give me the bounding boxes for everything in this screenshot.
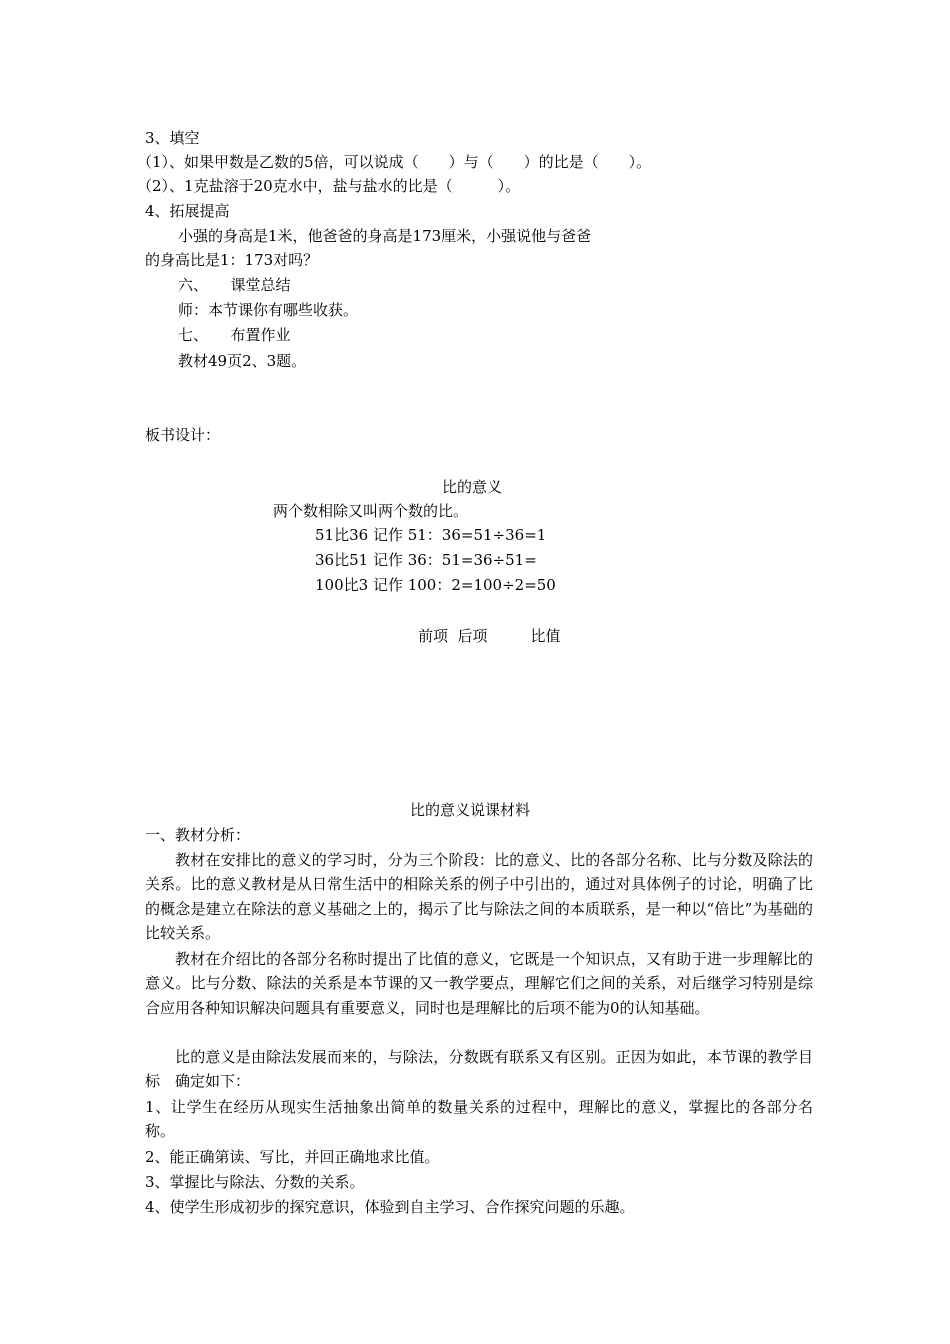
paragraph-2: 教材在介绍比的各部分名称时提出了比值的意义，它既是一个知识点，又有助于进一步理解比的意义。比与分数、除法的关系是本节课的又一教学要点，理解它们之间的关系，对后继学习特别是综合应用各种知识解决问题具有重要意义，同时也是理解比的后项不能为0的认知基础。 [145,950,813,1017]
extend-line-2: 的身高比是1：173对吗？ [145,251,319,269]
board-terms: 前项 后项 比值 [418,627,561,645]
board-definition: 两个数相除又叫两个数的比。 [273,502,469,520]
question-1: （1）、如果甲数是乙数的5倍，可以说成（ ）与（ ）的比是（ ）。 [137,153,652,171]
goal-4: 4、使学生形成初步的探究意识，体验到自主学习、合作探究问题的乐趣。 [145,1198,635,1216]
paragraph-3: 比的意义是由除法发展而来的，与除法，分数既有联系又有区别。正因为如此，本节课的教学目标 确定如下： [145,1048,813,1091]
homework-text: 教材49页2、3题。 [178,352,307,370]
goal-1: 1、让学生在经历从现实生活抽象出简单的数量关系的过程中，理解比的意义，掌握比的各部分名称。 [145,1098,813,1141]
summary-text: 师：本节课你有哪些收获。 [178,301,359,319]
board-example-3: 100比3 记作 100：2=100÷2=50 [315,576,556,594]
paragraph-1: 教材在安排比的意义的学习时，分为三个阶段：比的意义、比的各部分名称、比与分数及除法的关系。比的意义教材是从日常生活中的相除关系的例子中引出的，通过对具体例子的讨论，明确了比的概念是建立在除法的意义基础之上的，揭示了比与除法之间的本质联系，是一种以“倍比”为基础的比较关系。 [145,851,813,943]
heading-fill-in: 3、填空 [145,129,200,147]
material-title: 比的意义说课材料 [410,801,531,819]
board-title: 比的意义 [442,478,503,496]
extend-line-1: 小强的身高是1米，他爸爸的身高是173厘米，小强说他与爸爸 [178,227,592,245]
heading-extend: 4、拓展提高 [145,202,230,220]
homework-heading: 七、 布置作业 [178,326,291,344]
board-example-1: 51比36 记作 51：36=51÷36=1 [315,526,547,544]
material-section-heading: 一、教材分析： [145,826,251,844]
goal-3: 3、掌握比与除法、分数的关系。 [145,1173,365,1191]
summary-heading: 六、 课堂总结 [178,276,291,294]
question-2: （2）、1克盐溶于20克水中，盐与盐水的比是（ ）。 [137,177,521,195]
board-example-2: 36比51 记作 36：51=36÷51= [315,551,537,569]
board-label: 板书设计： [145,426,221,444]
goal-2: 2、能正确第读、写比，并回正确地求比值。 [145,1148,440,1166]
